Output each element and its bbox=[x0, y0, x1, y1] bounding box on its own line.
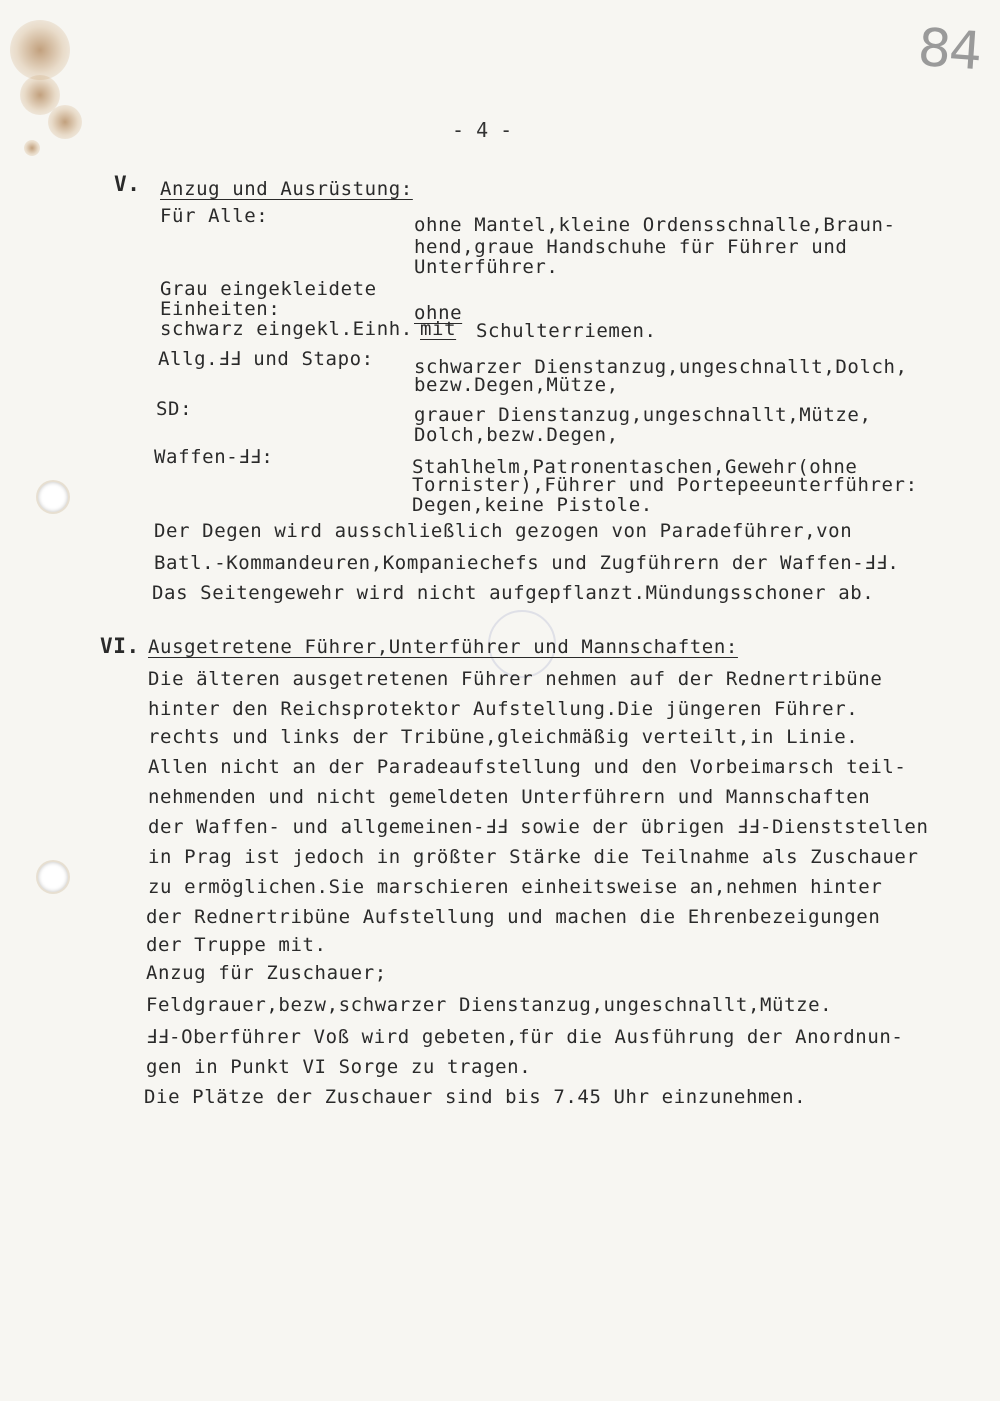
row-label: Allg.ℲℲ und Stapo: bbox=[158, 348, 374, 370]
row-value-mark: mit bbox=[420, 318, 457, 340]
paragraph-line: in Prag ist jedoch in größter Stärke die Teilnahme als Zuschauer bbox=[148, 846, 919, 868]
paragraph-line: Das Seitengewehr wird nicht aufgepflanzt.Mündungsschoner ab. bbox=[152, 582, 875, 604]
paragraph-line: Allen nicht an der Paradeaufstellung und den Vorbeimarsch teil- bbox=[148, 756, 907, 778]
section-v-heading: Anzug und Ausrüstung: bbox=[160, 178, 413, 200]
row-value-line: bezw.Degen,Mütze, bbox=[414, 374, 619, 396]
row-value-line: hend,graue Handschuhe für Führer und bbox=[414, 236, 848, 258]
paragraph-line: gen in Punkt VI Sorge zu tragen. bbox=[146, 1056, 532, 1078]
row-value: Schulterriemen. bbox=[476, 320, 657, 342]
row-value-line: grauer Dienstanzug,ungeschnallt,Mütze, bbox=[414, 404, 872, 426]
row-label: Waffen-ℲℲ: bbox=[154, 446, 274, 468]
paragraph-line: Anzug für Zuschauer; bbox=[146, 962, 387, 984]
rust-stain bbox=[10, 20, 70, 80]
row-value-line: Tornister),Führer und Portepeeunterführer: bbox=[412, 474, 918, 496]
row-label: schwarz eingekl.Einh. bbox=[160, 318, 413, 340]
punch-hole bbox=[38, 862, 68, 892]
section-v-numeral: V. bbox=[114, 172, 141, 196]
paragraph-line: der Truppe mit. bbox=[146, 934, 327, 956]
paragraph-line: Die älteren ausgetretenen Führer nehmen auf der Rednertribüne bbox=[148, 668, 883, 690]
paragraph-line: ℲℲ-Oberführer Voß wird gebeten,für die Ausführung der Anordnun- bbox=[146, 1026, 904, 1048]
paragraph-line: rechts und links der Tribüne,gleichmäßig verteilt,in Linie. bbox=[148, 726, 859, 748]
row-label: Einheiten: bbox=[160, 298, 281, 320]
row-value-line: Unterführer. bbox=[414, 256, 559, 278]
row-value-line: Degen,keine Pistole. bbox=[412, 494, 653, 516]
section-vi-heading: Ausgetretene Führer,Unterführer und Mannschaften: bbox=[148, 636, 738, 658]
paragraph-line: Feldgrauer,bezw,schwarzer Dienstanzug,ungeschnallt,Mütze. bbox=[146, 994, 833, 1016]
row-value-line: schwarzer Dienstanzug,ungeschnallt,Dolch, bbox=[414, 356, 908, 378]
rust-stain bbox=[24, 140, 40, 156]
paragraph-line: zu ermöglichen.Sie marschieren einheitsweise an,nehmen hinter bbox=[148, 876, 883, 898]
row-value: ohne bbox=[414, 302, 463, 324]
row-label: Für Alle: bbox=[160, 205, 269, 227]
paragraph-line: der Waffen- und allgemeinen-ℲℲ sowie der übrigen ℲℲ-Dienststellen bbox=[148, 816, 929, 838]
section-vi-numeral: VI. bbox=[100, 634, 140, 658]
punch-hole bbox=[38, 482, 68, 512]
row-value-line: Dolch,bezw.Degen, bbox=[414, 424, 619, 446]
rust-stain bbox=[48, 105, 82, 139]
page-number: - 4 - bbox=[452, 118, 513, 142]
row-value-line: Stahlhelm,Patronentaschen,Gewehr(ohne bbox=[412, 456, 858, 478]
paragraph-line: Der Degen wird ausschließlich gezogen von Paradeführer,von bbox=[154, 520, 853, 542]
paragraph-line: hinter den Reichsprotektor Aufstellung.Die jüngeren Führer. bbox=[148, 698, 859, 720]
row-value-line: ohne Mantel,kleine Ordensschnalle,Braun- bbox=[414, 214, 896, 236]
paragraph-line: Die Plätze der Zuschauer sind bis 7.45 Uhr einzunehmen. bbox=[144, 1086, 807, 1108]
row-label: Grau eingekleidete bbox=[160, 278, 377, 300]
paragraph-line: nehmenden und nicht gemeldeten Unterführern und Mannschaften bbox=[148, 786, 871, 808]
row-label: SD: bbox=[156, 398, 193, 420]
handwritten-folio-number: 84 bbox=[915, 17, 983, 83]
paragraph-line: der Rednertribüne Aufstellung und machen die Ehrenbezeigungen bbox=[146, 906, 881, 928]
paragraph-line: Batl.-Kommandeuren,Kompaniechefs und Zugführern der Waffen-ℲℲ. bbox=[154, 552, 900, 574]
